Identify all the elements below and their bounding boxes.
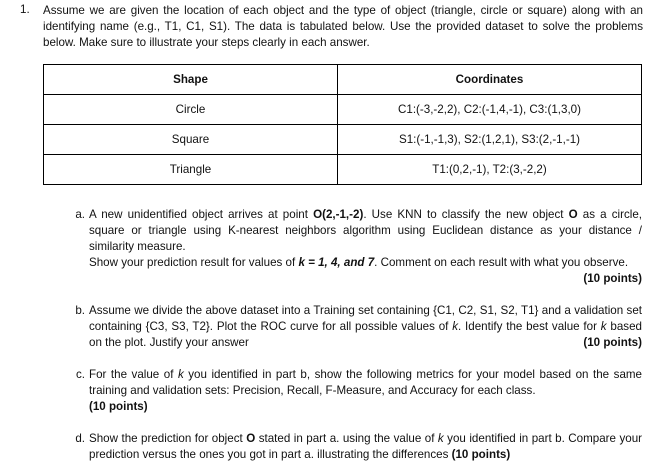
part-a-letter: a. [75,208,85,221]
part-b [75,303,642,351]
shape-cell: Circle [44,95,338,125]
part-d-letter: d. [75,432,85,445]
part-d-text: Show the prediction for object O stated in part a. using the value of k you identified in part b. Compare your prediction versus the ones you got in part a. illustrating the differences (10 points) [89,432,642,461]
part-a-points: (10 points) [583,272,642,285]
part-a-text-2: Show your prediction result for values of k = 1, 4, and 7. Comment on each result with what you observe. [89,256,629,269]
table-header-row [44,65,642,95]
shape-cell: Triangle [44,155,338,185]
coords-cell: C1:(-3,-2,2), C2:(-1,4,-1), C3:(1,3,0) [338,95,642,125]
table-row [44,95,642,125]
part-d [75,431,642,463]
coordinates-header: Coordinates [338,65,642,95]
coords-cell: T1:(0,2,-1), T2:(3,-2,2) [338,155,642,185]
table-row [44,125,642,155]
part-c-points: (10 points) [89,400,148,413]
part-b-points: (10 points) [583,336,642,349]
part-a-text: A new unidentified object arrives at point O(2,-1,-2). Use KNN to classify the new object O as a circle, square or triangle using K-nearest neighbors algorithm using Euclidean distance as your distance / similarity measure. [89,208,642,253]
shape-header: Shape [44,65,338,95]
shape-cell: Square [44,125,338,155]
part-c-text: For the value of k you identified in part b, show the following metrics for your model based on the same training and validation sets: Precision, Recall, F-Measure, and Accuracy for each class. [89,368,642,397]
part-d-points: (10 points) [451,448,511,461]
coords-cell: S1:(-1,-1,3), S2:(1,2,1), S3:(2,-1,-1) [338,125,642,155]
shape-table [43,64,642,185]
part-b-text: Assume we divide the above dataset into a Training set containing {C1, C2, S1, S2, T1} and a validation set containing {C3, S3, T2}. Plot the ROC curve for all possible values of k. Identify the best value for k based on the plot. Justify your answer (10 points) [89,304,642,349]
part-b-letter: b. [75,304,85,317]
part-c [75,367,642,415]
question-intro: Assume we are given the location of each object and the type of object (triangle, circle or square) along with an identifying name (e.g., T1, C1, S1). The data is tabulated below. Use the provided dataset to solve the problems below. Make sure to illustrate your steps clearly in each answer. [43,4,643,49]
question-number: 1. [20,3,30,16]
table-row [44,155,642,185]
part-a [75,207,642,287]
part-c-letter: c. [75,368,85,381]
